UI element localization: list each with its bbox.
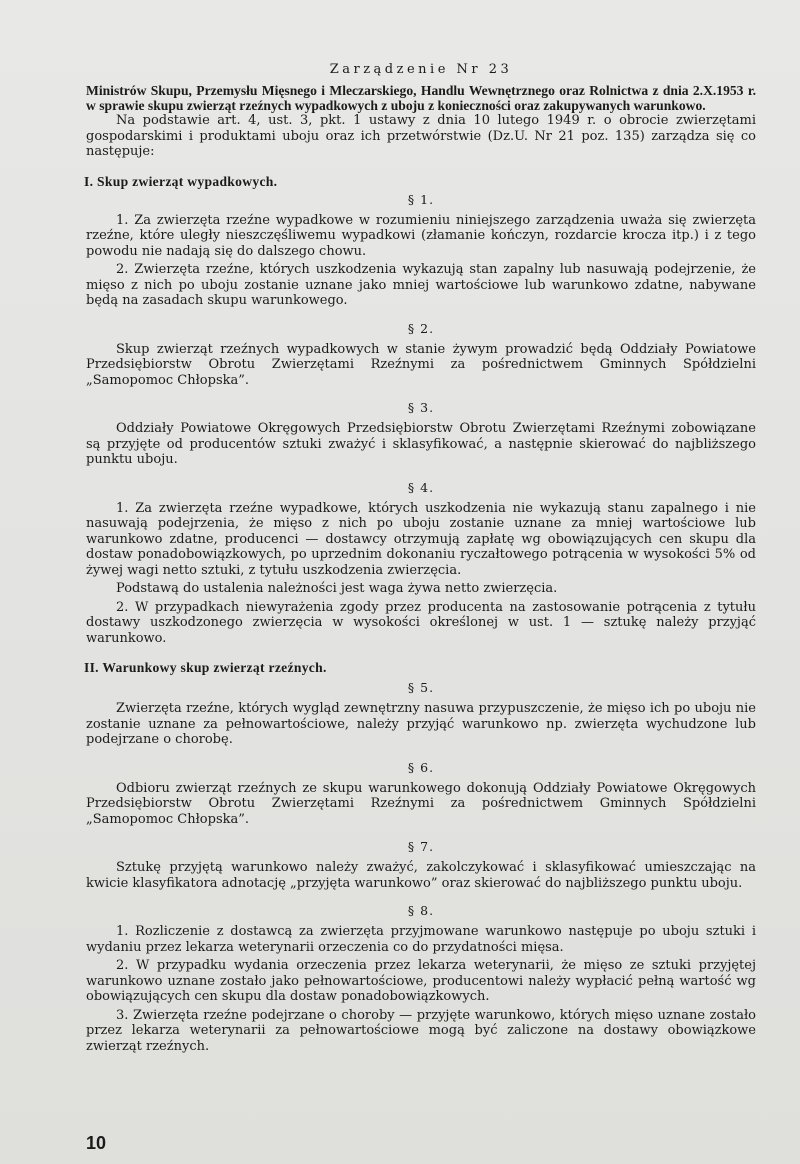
paragraph-7-sign: § 7. <box>407 839 435 854</box>
paragraph-4-basis: Podstawą do ustalenia należności jest waga żywa netto zwierzęcia. <box>116 581 558 596</box>
paragraph-4-point-1: 1. Za zwierzęta rzeźne wypadkowe, których uszkodzenia nie wykazują stanu zapalnego i nie nasuwają podejrzenia, że mięso z nich po uboju zostanie uznane za mniej wartościowe lub warunkowo zdatne, producenci — dostawcy otrzymują zapłatę wg obowiązujących cen skupu dla dostaw ponadobowiązkowych, po uprzednim dokonaniu ryczałtowego potrącenia w wysokości 5% od żywej wagi netto sztuki, z tytułu uszkodzenia zwierzęcia. <box>86 500 756 578</box>
preamble: Na podstawie art. 4, ust. 3, pkt. 1 ustawy z dnia 10 lutego 1949 r. o obrocie zwierzętami gospodarskimi i produktami uboju oraz ich przetwórstwie (Dz.U. Nr 21 poz. 135) zarządza się co następuje: <box>86 113 756 159</box>
paragraph-1-sign: § 1. <box>407 191 435 207</box>
paragraph-2-text: Skup zwierząt rzeźnych wypadkowych w stanie żywym prowadzić będą Oddziały Powiatowe Przedsiębiorstw Obrotu Zwierzętami Rzeźnymi za pośrednictwem Gminnych Spółdzielni „Samopomoc Chłopska”. <box>86 341 756 388</box>
paragraph-8-point-2: 2. W przypadku wydania orzeczenia przez lekarza weterynarii, że mięso ze sztuki przyjętej warunkowo uznane zostało jako pełnowartościowe, producentowi należy wypłacić pełną wartość wg obowiązujących cen skupu dla dostaw ponadobowiązkowych. <box>86 958 756 1004</box>
paragraph-8-sign: § 8. <box>407 903 435 918</box>
paragraph-8-point-1: 1. Rozliczenie z dostawcą za zwierzęta przyjmowane warunkowo następuje po uboju sztuki i wydaniu przez lekarza weterynarii orzeczenia co do przydatności mięsa. <box>86 924 756 955</box>
paragraph-6-text: Odbioru zwierząt rzeźnych ze skupu warunkowego dokonują Oddziały Powiatowe Okręgowych Przedsiębiorstw Obrotu Zwierzętami Rzeźnymi za pośrednictwem Gminnych Spółdzielni „Samopomoc Chłopska”. <box>86 780 756 827</box>
paragraph-5-sign: § 5. <box>407 680 435 695</box>
paragraph-1-point-1: 1. Za zwierzęta rzeźne wypadkowe w rozumieniu niniejszego zarządzenia uważa się zwierzęta rzeźne, które uległy nieszczęśliwemu wypadkowi (złamanie kończyn, rozdarcie krocza itp.) i z tego powodu nie nadają się do dalszego chowu. <box>86 212 756 259</box>
document-title: Zarządzenie Nr 23 <box>329 62 513 77</box>
paragraph-4-sign: § 4. <box>407 479 435 495</box>
section-2-heading: II. Warunkowy skup zwierząt rzeźnych. <box>84 660 327 675</box>
paragraph-2-sign: § 2. <box>407 320 435 336</box>
paragraph-8-point-3: 3. Zwierzęta rzeźne podejrzane o choroby — przyjęte warunkowo, których mięso uznane zostało przez lekarza weterynarii za pełnowartościowe mogą być zaliczone na dostawy obowiązkowe zwierząt rzeźnych. <box>86 1007 756 1054</box>
paragraph-3-sign: § 3. <box>407 400 435 415</box>
decree-heading: Ministrów Skupu, Przemysłu Mięsnego i Mleczarskiego, Handlu Wewnętrznego oraz Rolnictwa z dnia 2.X.1953 r. w sprawie skupu zwierząt rzeźnych wypadkowych z uboju z konieczności oraz zakupywanych warunkowo. <box>86 83 756 113</box>
section-1-heading: I. Skup zwierząt wypadkowych. <box>84 173 278 189</box>
paragraph-5-text: Zwierzęta rzeźne, których wygląd zewnętrzny nasuwa przypuszczenie, że mięso ich po uboju nie zostanie uznane za pełnowartościowe, należy przyjąć warunkowo np. zwierzęta wychudzone lub podejrzane o chorobę. <box>86 701 756 747</box>
paragraph-1-point-2: 2. Zwierzęta rzeźne, których uszkodzenia wykazują stan zapalny lub nasuwają podejrzenie, że mięso z nich po uboju zostanie uznane jako mniej wartościowe lub warunkowo zdatne, nabywane będą na zasadach skupu warunkowego. <box>86 262 756 308</box>
paragraph-7-text: Sztukę przyjętą warunkowo należy zważyć, zakolczykować i sklasyfikować umieszczając na kwicie klasyfikatora adnotację „przyjęta warunkowo” oraz skierować do najbliższego punktu uboju. <box>86 860 756 891</box>
paragraph-6-sign: § 6. <box>407 759 435 775</box>
page-number: 10 <box>86 1133 107 1153</box>
paragraph-4-point-2: 2. W przypadkach niewyrażenia zgody przez producenta na zastosowanie potrącenia z tytułu dostawy uszkodzonego zwierzęcia w wysokości określonej w ust. 1 — sztukę należy przyjąć warunkowo. <box>86 599 756 646</box>
paragraph-3-text: Oddziały Powiatowe Okręgowych Przedsiębiorstw Obrotu Zwierzętami Rzeźnymi zobowiązane są przyjęte od producentów sztuki zważyć i sklasyfikować, a następnie skierować do najbliższego punktu uboju. <box>86 421 756 467</box>
